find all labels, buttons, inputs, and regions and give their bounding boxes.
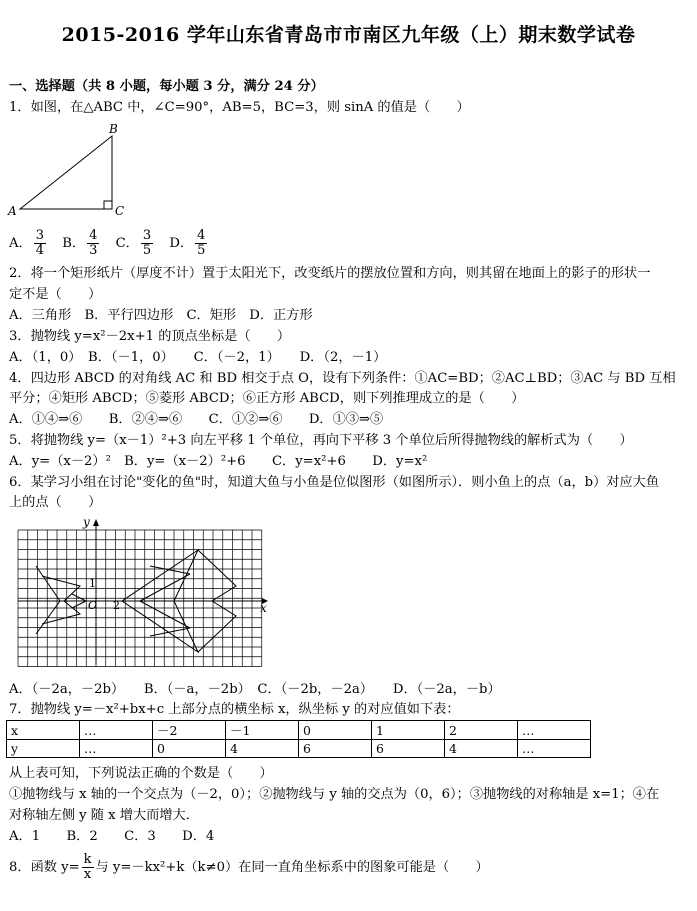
q8-fraction bbox=[82, 853, 94, 882]
q7-statements-line1: ①抛物线与 x 轴的一个交点为（－2，0）；②抛物线与 y 轴的交点为（0，6）；③抛物线的对称轴是 x=1；④在 bbox=[9, 787, 660, 802]
table-row bbox=[7, 740, 591, 758]
axis-label-x: x bbox=[260, 601, 267, 615]
section-heading: 一、选择题（共 8 小题，每小题 3 分，满分 24 分） bbox=[9, 79, 324, 94]
coordinate-grid bbox=[18, 530, 262, 667]
q1-option-b[interactable]: B． $\frac{4}{3}$ bbox=[62, 228, 98, 258]
triangle-abc bbox=[20, 136, 112, 209]
q1-option-c[interactable]: C． $\frac{3}{5}$ bbox=[115, 228, 152, 258]
table-cell: 0 bbox=[153, 740, 226, 758]
q6-stem-line2: 上的点（ ） bbox=[9, 495, 102, 510]
tick-label-2: 2 bbox=[113, 599, 120, 612]
q1-options bbox=[9, 228, 219, 260]
q2-stem-line1: 2．将一个矩形纸片（厚度不计）置于太阳光下，改变纸片的摆放位置和方向，则其留在地面上的影子的形状一 bbox=[9, 266, 651, 281]
q1-triangle-figure bbox=[6, 120, 136, 220]
q7-stem: 7．抛物线 y=－x²+bx+c 上部分点的横坐标 x，纵坐标 y 的对应值如下表： bbox=[9, 702, 460, 717]
table-cell: －2 bbox=[153, 721, 226, 740]
q4-stem-line1: 4．四边形 ABCD 的对角线 AC 和 BD 相交于点 O，设有下列条件：①AC=BD；②AC⊥BD；③AC 与 BD 互相 bbox=[9, 371, 676, 386]
q3-stem: 3．抛物线 y=x²－2x+1 的顶点坐标是（ ） bbox=[9, 329, 291, 344]
q3-options[interactable]: A．（1，0） B．（－1，0） C．（－2，1） D．（2，－1） bbox=[9, 350, 387, 365]
y-axis-arrow bbox=[93, 519, 99, 526]
vertex-label-b: B bbox=[109, 122, 118, 136]
table-cell: … bbox=[80, 740, 153, 758]
q7-value-table bbox=[6, 720, 591, 758]
q6-options[interactable]: A．（－2a，－2b） B．（－a，－2b） C．（－2b，－2a） D．（－2a，－b） bbox=[9, 682, 501, 697]
q6-fish-grid-figure bbox=[10, 514, 275, 672]
small-fish bbox=[30, 566, 86, 634]
q5-options[interactable]: A．y=（x－2）² B．y=（x－2）²+6 C．y=x²+6 D．y=x² bbox=[9, 454, 428, 469]
q6-stem-line1: 6．某学习小组在讨论"变化的鱼"时，知道大鱼与小鱼是位似图形（如图所示）．则小鱼上的点（a，b）对应大鱼 bbox=[9, 475, 660, 490]
table-cell: 6 bbox=[372, 740, 445, 758]
table-cell: 4 bbox=[226, 740, 299, 758]
q4-options[interactable]: A．①④⇒⑥ B．②④⇒⑥ C．①②⇒⑥ D．①③⇒⑤ bbox=[9, 412, 384, 427]
q1-option-a[interactable]: A． $\frac{3}{4}$ bbox=[9, 228, 44, 258]
q1-option-d[interactable]: D． $\frac{4}{5}$ bbox=[169, 228, 206, 258]
origin-label: O bbox=[88, 599, 98, 612]
axis-label-y: y bbox=[83, 515, 90, 529]
q2-stem-line2: 定不是（ ） bbox=[9, 287, 102, 302]
q7-statements-line2: 对称轴左侧 y 随 x 增大而增大． bbox=[9, 808, 199, 823]
table-cell: … bbox=[80, 721, 153, 740]
q5-stem: 5．将抛物线 y=（x－1）²+3 向左平移 1 个单位，再向下平移 3 个单位后所得抛物线的解析式为（ ） bbox=[9, 433, 633, 448]
right-angle-mark bbox=[104, 201, 112, 209]
q8-stem-prefix: 8．函数 y= bbox=[9, 860, 80, 875]
q2-options[interactable]: A．三角形 B．平行四边形 C．矩形 D．正方形 bbox=[9, 308, 313, 323]
table-row bbox=[7, 721, 591, 740]
table-cell: 1 bbox=[372, 721, 445, 740]
q8-stem bbox=[9, 851, 489, 885]
q7-question: 从上表可知，下列说法正确的个数是（ ） bbox=[9, 766, 273, 781]
table-cell: 6 bbox=[299, 740, 372, 758]
table-cell: 0 bbox=[299, 721, 372, 740]
q1-stem: 1．如图，在△ABC 中，∠C=90°，AB=5，BC=3，则 sinA 的值是（ ） bbox=[9, 100, 470, 115]
q8-stem-suffix: 与 y=－kx²+k（k≠0）在同一直角坐标系中的图象可能是（ ） bbox=[95, 860, 489, 875]
table-cell: 2 bbox=[445, 721, 518, 740]
page-title: 2015-2016 学年山东省青岛市市南区九年级（上）期末数学试卷 bbox=[61, 24, 636, 46]
q8-fraction-denominator: x bbox=[83, 867, 92, 882]
table-cell: －1 bbox=[226, 721, 299, 740]
table-cell: … bbox=[518, 721, 591, 740]
big-fish bbox=[122, 550, 242, 652]
tick-label-1: 1 bbox=[89, 577, 96, 590]
q4-stem-line2: 平分；④矩形 ABCD；⑤菱形 ABCD；⑥正方形 ABCD，则下列推理成立的是（ ） bbox=[9, 391, 525, 406]
table-cell: y bbox=[7, 740, 80, 758]
table-cell: x bbox=[7, 721, 80, 740]
q7-options[interactable]: A．1 B．2 C．3 D．4 bbox=[9, 829, 215, 844]
table-cell: 4 bbox=[445, 740, 518, 758]
q8-fraction-numerator: k bbox=[83, 852, 92, 867]
vertex-label-c: C bbox=[115, 204, 125, 218]
vertex-label-a: A bbox=[8, 204, 17, 218]
table-cell: … bbox=[518, 740, 591, 758]
